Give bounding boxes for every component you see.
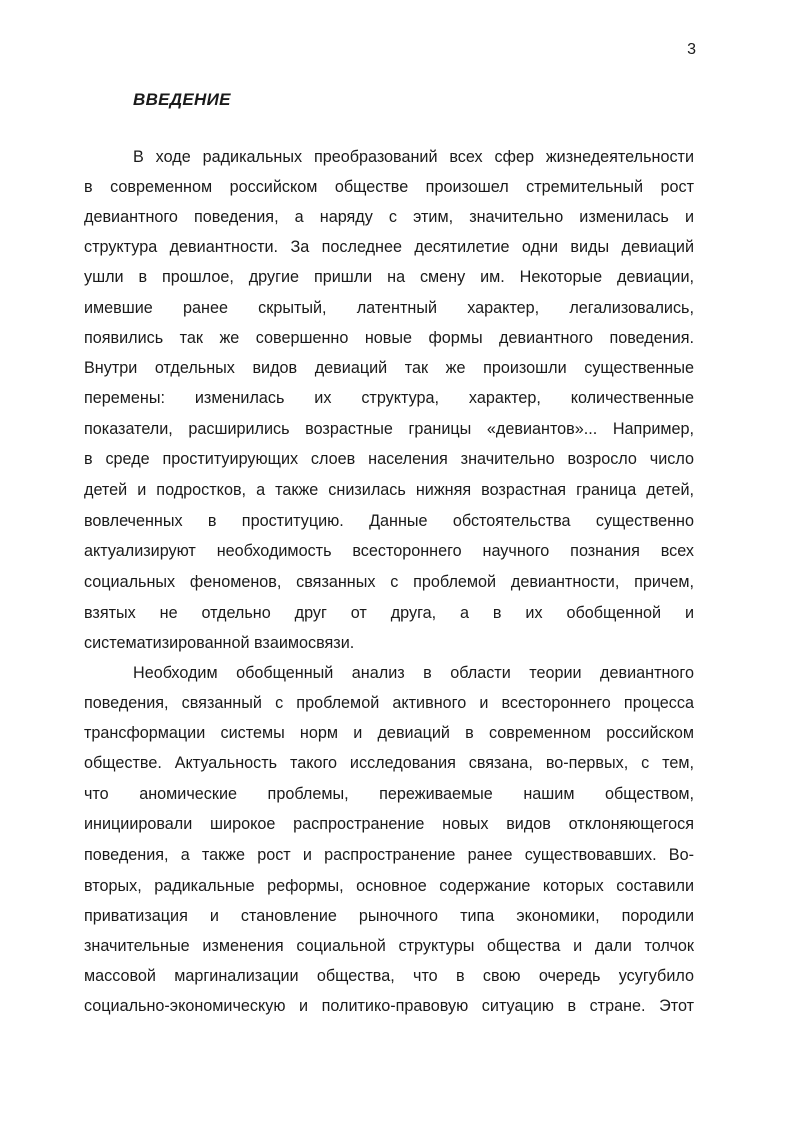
text-line: перемены: изменилась их структура, характер, количественные bbox=[84, 389, 694, 407]
text-line: поведения, а также рост и распространение ранее существовавших. Во- bbox=[84, 846, 694, 864]
text-line: показатели, расширились возрастные границы «девиантов»... Например, bbox=[84, 420, 694, 438]
text-line: вторых, радикальные реформы, основное содержание которых составили bbox=[84, 877, 694, 895]
page-number: 3 bbox=[687, 41, 696, 58]
text-line: детей и подростков, а также снизилась нижняя возрастная граница детей, bbox=[84, 481, 694, 499]
text-line: Необходим обобщенный анализ в области теории девиантного bbox=[133, 664, 694, 682]
text-line: обществе. Актуальность такого исследования связана, во-первых, с тем, bbox=[84, 754, 694, 772]
text-line: актуализируют необходимость всестороннего научного познания всех bbox=[84, 542, 694, 560]
text-line: в современном российском обществе произошел стремительный рост bbox=[84, 178, 694, 196]
text-line: поведения, связанный с проблемой активного и всестороннего процесса bbox=[84, 694, 694, 712]
text-line: инициировали широкое распространение новых видов отклоняющегося bbox=[84, 815, 694, 833]
text-line: девиантного поведения, а наряду с этим, значительно изменилась и bbox=[84, 208, 694, 226]
text-line: что аномические проблемы, переживаемые нашим обществом, bbox=[84, 785, 694, 803]
text-line: систематизированной взаимосвязи. bbox=[84, 634, 355, 652]
text-line: имевшие ранее скрытый, латентный характер, легализовались, bbox=[84, 299, 694, 317]
text-line: структура девиантности. За последнее десятилетие одни виды девиаций bbox=[84, 238, 694, 256]
text-line: массовой маргинализации общества, что в свою очередь усугубило bbox=[84, 967, 694, 985]
text-line: социально-экономическую и политико-правовую ситуацию в стране. Этот bbox=[84, 997, 694, 1015]
text-line: взятых не отдельно друг от друга, а в их обобщенной и bbox=[84, 604, 694, 622]
text-line: в среде проституирующих слоев населения значительно возросло число bbox=[84, 450, 694, 468]
text-line: вовлеченных в проституцию. Данные обстоятельства существенно bbox=[84, 512, 694, 530]
text-line: приватизация и становление рыночного типа экономики, породили bbox=[84, 907, 694, 925]
text-line: Внутри отдельных видов девиаций так же произошли существенные bbox=[84, 359, 694, 377]
text-line: трансформации системы норм и девиаций в современном российском bbox=[84, 724, 694, 742]
text-line: социальных феноменов, связанных с проблемой девиантности, причем, bbox=[84, 573, 694, 591]
text-line: В ходе радикальных преобразований всех сфер жизнедеятельности bbox=[133, 148, 694, 166]
text-line: значительные изменения социальной структуры общества и дали толчок bbox=[84, 937, 694, 955]
text-line: появились так же совершенно новые формы девиантного поведения. bbox=[84, 329, 694, 347]
section-heading: ВВЕДЕНИЕ bbox=[133, 90, 231, 109]
text-line: ушли в прошлое, другие пришли на смену им. Некоторые девиации, bbox=[84, 268, 694, 286]
